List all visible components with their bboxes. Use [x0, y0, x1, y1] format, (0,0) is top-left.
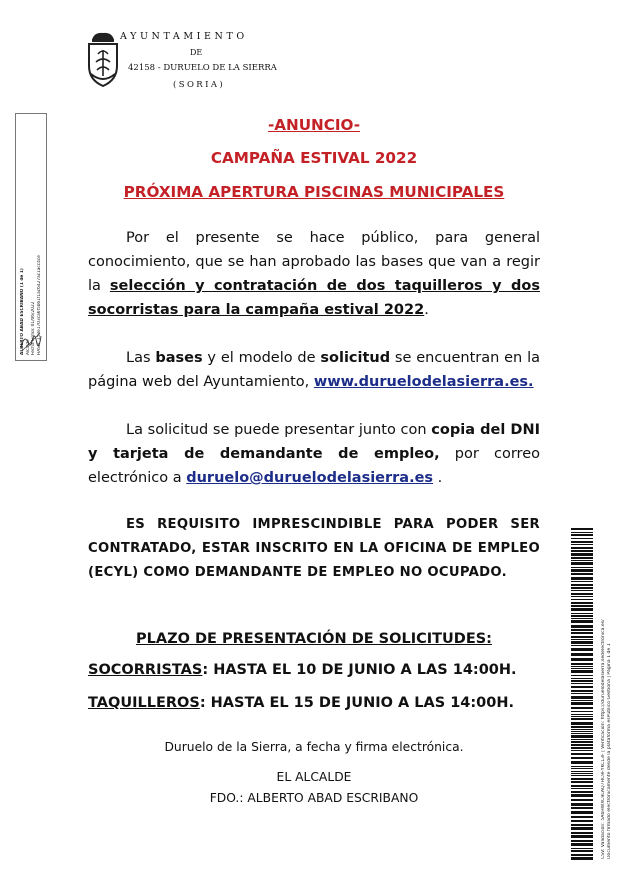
barcode-bar	[571, 602, 593, 604]
barcode-bar	[571, 835, 593, 838]
barcode-bar	[571, 733, 593, 734]
barcode-bar	[571, 824, 593, 826]
email-link[interactable]: duruelo@duruelodelasierra.es	[186, 470, 434, 486]
barcode-bar	[571, 629, 593, 631]
barcode-bar	[571, 625, 593, 628]
barcode-bar	[571, 768, 593, 769]
barcode-bar	[571, 788, 593, 789]
barcode-bar	[571, 613, 593, 614]
barcode-bar	[571, 750, 593, 751]
barcode-bar	[571, 541, 593, 543]
barcode-bar	[571, 716, 593, 717]
barcode-bar	[571, 645, 593, 646]
barcode-bar	[571, 593, 593, 595]
p3-text-c: por correo electrónico a	[88, 446, 540, 486]
barcode-bar	[571, 848, 593, 849]
barcode-bar	[571, 532, 593, 533]
barcode-bar	[571, 735, 593, 738]
handwritten-signature-icon	[18, 328, 44, 354]
verification-code	[597, 528, 617, 860]
barcode-bar	[571, 700, 593, 701]
barcode-bar	[571, 753, 593, 755]
barcode-bar	[571, 794, 593, 797]
barcode-bar	[571, 773, 593, 774]
barcode-bar	[571, 816, 593, 818]
barcode-bar	[571, 744, 593, 746]
stamp-signer: ALBERTO ABAD ESCRIBANO (1 de 1)	[20, 268, 25, 355]
barcode-bar	[571, 693, 593, 694]
stamp-hash: HASH: 158e1703ca6f5b61f1ac6427ac1acc4ce	[36, 255, 42, 355]
socorristas-label: SOCORRISTAS	[88, 662, 203, 678]
municipal-crest-icon	[86, 30, 120, 88]
title-subject: PRÓXIMA APERTURA PISCINAS MUNICIPALES	[123, 183, 505, 201]
barcode-bar	[571, 620, 593, 623]
barcode-bar	[571, 771, 593, 772]
signer-name: FDO.: ALBERTO ABAD ESCRIBANO	[209, 791, 419, 805]
barcode-bar	[571, 747, 593, 749]
p2-text-a: Las	[126, 350, 156, 366]
barcode-bar	[571, 557, 593, 559]
verification-line-1: CSV: Validación: 5A6HWXC9LAQ7HC9FYKCL3F | Verificación: https://duruelodelasierra.sedelectronica.es/	[601, 619, 606, 859]
barcode-bar	[571, 766, 593, 767]
barcode-bar	[571, 666, 593, 667]
barcode-bar	[571, 683, 593, 684]
barcode-bar	[571, 707, 593, 709]
deadline-taquilleros	[88, 695, 514, 711]
taquilleros-value: : HASTA EL 15 DE JUNIO A LAS 14:00H.	[199, 695, 514, 711]
barcode-bar	[571, 741, 593, 743]
barcode-bar	[571, 599, 593, 600]
barcode-bar	[571, 573, 593, 575]
barcode-bar	[571, 729, 593, 730]
barcode-bar	[571, 608, 593, 611]
p1-end: .	[424, 302, 429, 318]
barcode-bar	[571, 605, 593, 607]
p2-text-c: y el modelo de	[202, 350, 321, 366]
barcode-bar	[571, 538, 593, 539]
barcode-bar	[571, 648, 593, 651]
barcode-bar	[571, 567, 593, 568]
website-link[interactable]: www.duruelodelasierra.es.	[313, 374, 534, 390]
verification-line-2: Documento firmado electrónicamente desde la plataforma esPublico Gestiona | Página 1 de 1	[607, 643, 612, 859]
barcode-bar	[571, 696, 593, 699]
p3-documents: copia del DNI y tarjeta de demandante de empleo,	[88, 422, 540, 462]
header-province: (SORIA)	[173, 80, 226, 90]
barcode-bar	[571, 832, 593, 834]
deadline-socorristas	[88, 662, 517, 678]
barcode-bar	[571, 799, 593, 801]
title-campaign: CAMPAÑA ESTIVAL 2022	[210, 149, 418, 167]
paragraph-bases	[88, 346, 540, 394]
barcode-bar	[571, 854, 593, 856]
taquilleros-label: TAQUILLEROS	[88, 695, 200, 711]
barcode-bar	[571, 641, 593, 644]
p2-bases: bases	[155, 350, 203, 366]
barcode-bar	[571, 778, 593, 780]
barcode-bar	[571, 857, 593, 860]
deadline-title: PLAZO DE PRESENTACIÓN DE SOLICITUDES:	[136, 631, 492, 647]
barcode-icon	[571, 528, 593, 860]
barcode-bar	[571, 653, 593, 656]
barcode-bar	[571, 843, 593, 846]
barcode-bar	[571, 761, 593, 764]
signature-stamp	[15, 113, 47, 361]
barcode-bar	[571, 658, 593, 661]
barcode-bar	[571, 722, 593, 725]
paragraph-solicitud	[88, 418, 540, 490]
paragraph-announcement	[88, 226, 540, 322]
barcode-bar	[571, 678, 593, 679]
barcode-bar	[571, 711, 593, 712]
barcode-bar	[571, 584, 593, 586]
barcode-bar	[571, 702, 593, 705]
stamp-role: Alcalde	[25, 339, 31, 355]
barcode-bar	[571, 590, 593, 591]
barcode-bar	[571, 726, 593, 728]
barcode-bar	[571, 639, 593, 640]
stamp-date: Fecha Firma: 01/06/2022	[31, 301, 36, 355]
barcode-bar	[571, 562, 593, 565]
p2-solicitud: solicitud	[320, 350, 391, 366]
barcode-bar	[571, 553, 593, 556]
p4-requirement: ES REQUISITO IMPRESCINDIBLE PARA PODER SER CONTRATADO, ESTAR INSCRITO EN LA OFICINA DE EMPLEO (ECYL) COMO DEMANDANTE DE EMPLEO NO OCUPADO.	[88, 517, 540, 580]
paragraph-requirement	[88, 513, 540, 585]
p3-text-a: La solicitud se puede presentar junto con	[126, 422, 432, 438]
p2-text-e: se encuentran en la página web del Ayuntamiento,	[88, 350, 540, 390]
barcode-bar	[571, 618, 593, 619]
socorristas-value: : HASTA EL 10 DE JUNIO A LAS 14:00H.	[202, 662, 517, 678]
barcode-bar	[571, 791, 593, 793]
barcode-bar	[571, 686, 593, 688]
signer-role: EL ALCALDE	[276, 770, 352, 784]
barcode-bar	[571, 596, 593, 597]
barcode-bar	[571, 781, 593, 783]
barcode-bar	[571, 632, 593, 634]
place-date: Duruelo de la Sierra, a fecha y firma electrónica.	[164, 740, 464, 754]
barcode-bar	[571, 534, 593, 536]
barcode-bar	[571, 587, 593, 589]
barcode-bar	[571, 615, 593, 617]
barcode-bar	[571, 714, 593, 715]
barcode-bar	[571, 785, 593, 787]
barcode-bar	[571, 636, 593, 638]
barcode-bar	[571, 820, 593, 822]
barcode-bar	[571, 731, 593, 732]
barcode-bar	[571, 675, 593, 676]
barcode-bar	[571, 803, 593, 806]
barcode-bar	[571, 581, 593, 582]
header-de: DE	[190, 48, 203, 57]
barcode-bar	[571, 577, 593, 580]
p3-end: .	[433, 470, 443, 486]
barcode-bar	[571, 569, 593, 572]
header-address: 42158 - DURUELO DE LA SIERRA	[128, 63, 277, 73]
title-anuncio: -ANUNCIO-	[267, 116, 361, 134]
barcode-bar	[571, 663, 593, 665]
barcode-bar	[571, 544, 593, 545]
barcode-bar	[571, 807, 593, 809]
barcode-bar	[571, 670, 593, 673]
barcode-bar	[571, 560, 593, 561]
barcode-bar	[571, 840, 593, 842]
barcode-bar	[571, 757, 593, 759]
barcode-bar	[571, 827, 593, 830]
barcode-bar	[571, 718, 593, 720]
barcode-bar	[571, 690, 593, 692]
barcode-bar	[571, 680, 593, 682]
barcode-bar	[571, 550, 593, 552]
barcode-bar	[571, 668, 593, 669]
barcode-bar	[571, 850, 593, 852]
barcode-bar	[571, 775, 593, 776]
header-ayuntamiento: AYUNTAMIENTO	[120, 31, 248, 42]
p1-emphasis: selección y contratación de dos taquilleros y dos socorristas para la campaña estival 2022	[88, 278, 540, 318]
barcode-bar	[571, 528, 593, 530]
barcode-bar	[571, 739, 593, 740]
barcode-bar	[571, 547, 593, 549]
barcode-bar	[571, 811, 593, 814]
p1-text: Por el presente se hace público, para general conocimiento, que se han aprobado las bases que van a regir la	[88, 230, 540, 294]
